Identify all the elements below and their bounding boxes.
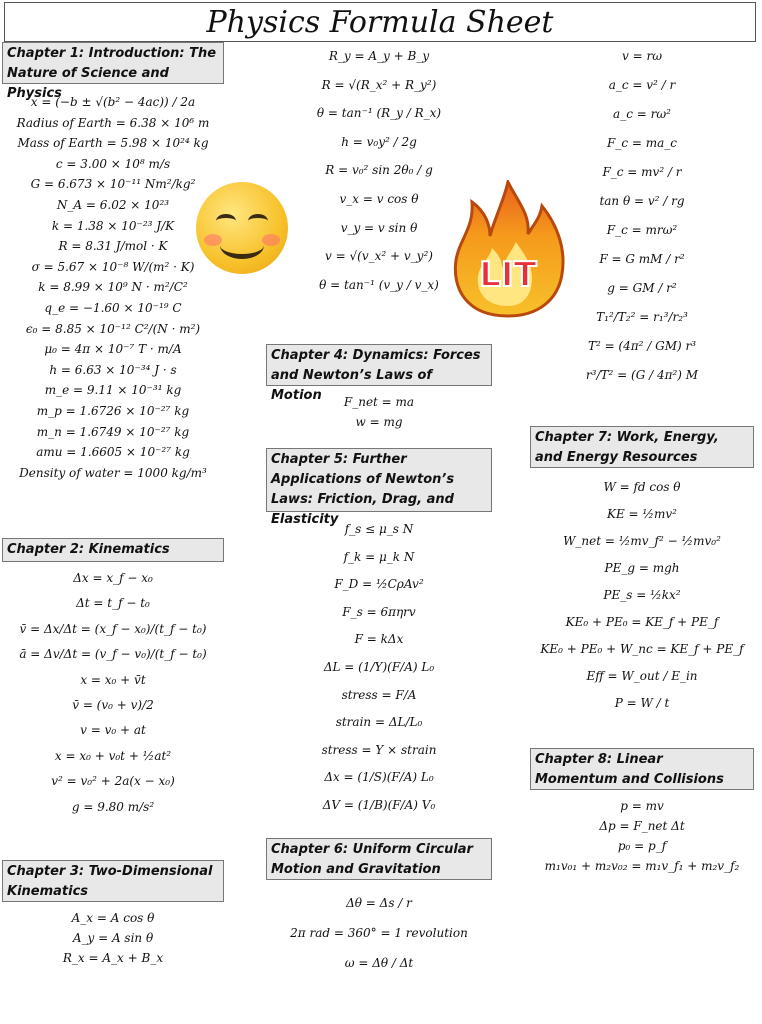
formula: ΔV = (1/B)(F/A) V₀ [322, 797, 436, 812]
formula: ω = Δθ / Δt [344, 956, 414, 970]
formula: Δθ = Δs / r [346, 896, 412, 910]
formula: ā = Δv/Δt = (v_f − v₀)/(t_f − t₀) [19, 647, 207, 662]
formula: A_x = A cos θ [71, 911, 155, 925]
formula: v̄ = (v₀ + v)/2 [72, 698, 154, 713]
formula: p₀ = p_f [617, 839, 667, 853]
formula: Δx = x_f − x₀ [73, 571, 153, 585]
chapter-8-formulas [530, 796, 754, 876]
formula: Δx = (1/S)(F/A) L₀ [324, 770, 434, 785]
chapter-2-heading: Chapter 2: Kinematics [2, 538, 224, 562]
formula: R = 8.31 J/mol · K [58, 239, 168, 254]
formula: tan θ = v² / rg [599, 194, 685, 208]
formula: m_n = 1.6749 × 10⁻²⁷ kg [36, 424, 190, 439]
formula: F = kΔx [354, 632, 404, 647]
formula: v = v₀ + at [80, 723, 146, 738]
formula: N_A = 6.02 × 10²³ [56, 197, 170, 212]
smile-eye [216, 214, 236, 228]
formula: P = W / t [614, 696, 670, 710]
formula: v_y = v sin θ [340, 220, 418, 235]
chapter-1-formulas [2, 92, 224, 483]
formula: r³/T² = (G / 4π²) M [585, 368, 699, 382]
formula: KE = ½mv² [606, 507, 677, 521]
formula: x = (−b ± √(b² − 4ac)) / 2a [30, 95, 196, 109]
chapter-7-formulas [530, 474, 754, 717]
formula: F_s = 6πηrv [342, 604, 416, 619]
formula: W_net = ½mv_f² − ½mv₀² [563, 534, 721, 548]
column-3 [530, 42, 754, 873]
chapter-1-heading: Chapter 1: Introduction: The Nature of Science and Physics [2, 42, 224, 84]
formula: strain = ΔL/L₀ [335, 715, 423, 730]
column-2 [266, 42, 492, 970]
formula: f_s ≤ μ_s N [344, 522, 414, 536]
formula: stress = Y × strain [321, 742, 437, 757]
formula: c = 3.00 × 10⁸ m/s [55, 156, 171, 171]
formula: F_D = ½CρAv² [334, 577, 424, 592]
formula: F = G mM / r² [599, 252, 685, 266]
formula: g = 9.80 m/s² [71, 799, 155, 814]
formula: v = rω [622, 49, 662, 63]
formula: PE_g = mgh [604, 561, 680, 575]
formula: stress = F/A [341, 687, 417, 702]
chapter-6-heading: Chapter 6: Uniform Circular Motion and Gravitation [266, 838, 492, 880]
formula: F_c = ma_c [607, 136, 677, 150]
formula: p = mv [620, 799, 664, 813]
formula: x = x₀ + v̄t [80, 672, 146, 687]
formula: F_c = mv² / r [602, 165, 682, 179]
formula: m_p = 1.6726 × 10⁻²⁷ kg [36, 403, 190, 418]
formula: amu = 1.6605 × 10⁻²⁷ kg [36, 445, 190, 460]
formula: v_x = v cos θ [339, 191, 419, 206]
formula: R_y = A_y + B_y [328, 49, 430, 63]
chapter-4-formulas [266, 392, 492, 432]
formula: R = v₀² sin 2θ₀ / g [325, 163, 433, 178]
formula: Δt = t_f − t₀ [76, 596, 150, 611]
formula: Mass of Earth = 5.98 × 10²⁴ kg [17, 136, 209, 151]
formula: Δp = F_net Δt [599, 819, 685, 833]
formula: k = 8.99 × 10⁹ N · m²/C² [38, 280, 188, 295]
formula: θ = tan⁻¹ (v_y / v_x) [319, 277, 439, 292]
formula: σ = 5.67 × 10⁻⁸ W/(m² · K) [31, 259, 195, 274]
formula: m₁v₀₁ + m₂v₀₂ = m₁v_f₁ + m₂v_f₂ [544, 859, 740, 873]
circular-motion-formulas [530, 42, 754, 390]
chapter-8-heading: Chapter 8: Linear Momentum and Collisions [530, 748, 754, 790]
column-1 [2, 42, 224, 965]
formula: ϵ₀ = 8.85 × 10⁻¹² C²/(N · m²) [25, 321, 201, 336]
formula: F_net = ma [343, 395, 415, 409]
formula: 2π rad = 360° = 1 revolution [290, 926, 468, 940]
chapter-6-formulas [266, 888, 492, 978]
formula: g = GM / r² [607, 281, 677, 295]
formula: w = mg [355, 415, 403, 429]
chapter-2-formulas [2, 566, 224, 820]
formula: k = 1.38 × 10⁻²³ J/K [51, 218, 175, 233]
title-box [4, 2, 756, 42]
formula: v² = v₀² + 2a(x − x₀) [51, 774, 175, 789]
formula: PE_s = ½kx² [603, 588, 681, 602]
chapter-3-heading: Chapter 3: Two-Dimensional Kinematics [2, 860, 224, 902]
formula: Radius of Earth = 6.38 × 10⁶ m [16, 115, 210, 130]
fire-lit-text: LIT [479, 255, 537, 295]
formula: R = √(R_x² + R_y²) [321, 77, 437, 92]
formula: Density of water = 1000 kg/m³ [19, 465, 207, 480]
formula: h = v₀y² / 2g [341, 134, 417, 149]
formula: m_e = 9.11 × 10⁻³¹ kg [44, 383, 182, 398]
formula: KE₀ + PE₀ = KE_f + PE_f [565, 615, 719, 629]
formula: W = fd cos θ [603, 480, 681, 494]
formula: G = 6.673 × 10⁻¹¹ Nm²/kg² [30, 177, 196, 192]
page-title: Physics Formula Sheet [206, 5, 554, 40]
formula: a_c = v² / r [608, 78, 676, 92]
formula: f_k = μ_k N [343, 549, 415, 564]
chapter-4-heading: Chapter 4: Dynamics: Forces and Newton’s Laws of Motion [266, 344, 492, 386]
chapter-5-formulas [266, 516, 492, 820]
formula: F_c = mrω² [606, 223, 678, 237]
formula: ΔL = (1/Y)(F/A) L₀ [323, 659, 435, 674]
formula: KE₀ + PE₀ + W_nc = KE_f + PE_f [540, 642, 744, 656]
formula: A_y = A sin θ [72, 931, 154, 945]
formula: μ₀ = 4π × 10⁻⁷ T · m/A [44, 342, 182, 357]
formula: R_x = A_x + B_x [62, 951, 164, 965]
formula: h = 6.63 × 10⁻³⁴ J · s [49, 362, 177, 377]
formula: Eff = W_out / E_in [586, 669, 698, 683]
formula: T₁²/T₂² = r₁³/r₂³ [596, 310, 688, 324]
chapter-3-formulas [2, 908, 224, 968]
chapter-7-heading: Chapter 7: Work, Energy, and Energy Resources [530, 426, 754, 468]
formula: a_c = rω² [613, 107, 671, 121]
smile-mouth [220, 232, 264, 259]
vector-projectile-formulas [266, 42, 492, 299]
formula: v = √(v_x² + v_y²) [325, 249, 433, 264]
formula: T² = (4π² / GM) r³ [587, 339, 697, 353]
formula: θ = tan⁻¹ (R_y / R_x) [316, 106, 442, 121]
smile-eye [248, 214, 268, 228]
formula: q_e = −1.60 × 10⁻¹⁹ C [44, 300, 182, 315]
formula: v̄ = Δx/Δt = (x_f − x₀)/(t_f − t₀) [19, 621, 207, 636]
formula: x = x₀ + v₀t + ½at² [54, 748, 172, 763]
chapter-5-heading: Chapter 5: Further Applications of Newton’s Laws: Friction, Drag, and Elasticity [266, 448, 492, 512]
